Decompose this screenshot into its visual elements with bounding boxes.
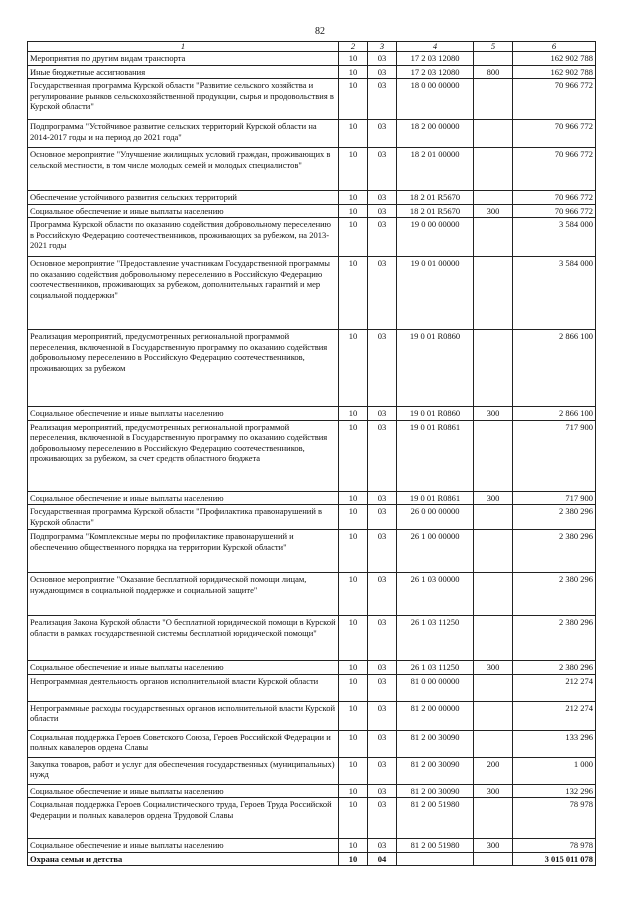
- row-expense-type: [474, 330, 513, 407]
- table-row: [28, 218, 596, 257]
- row-expense-type: 300: [474, 407, 513, 421]
- row-amount: 70 966 772: [513, 79, 596, 120]
- row-section: 10: [339, 52, 368, 66]
- row-name: Охрана семьи и детства: [28, 852, 339, 866]
- row-expense-type: 300: [474, 661, 513, 675]
- row-amount: 70 966 772: [513, 204, 596, 218]
- row-expense-type: 800: [474, 65, 513, 79]
- row-subsection: 03: [368, 148, 397, 191]
- row-target-article: 17 2 03 12080: [397, 52, 474, 66]
- row-subsection: 03: [368, 52, 397, 66]
- row-target-article: 81 0 00 00000: [397, 674, 474, 701]
- row-expense-type: [474, 52, 513, 66]
- row-subsection: 03: [368, 701, 397, 730]
- row-amount: 717 900: [513, 420, 596, 491]
- row-section: 10: [339, 757, 368, 784]
- row-amount: 2 380 296: [513, 530, 596, 573]
- row-subsection: 03: [368, 79, 397, 120]
- row-name: Подпрограмма "Комплексные меры по профилактике правонарушений и обеспечению общественного порядка на территории Курской области": [28, 530, 339, 573]
- row-subsection: 03: [368, 491, 397, 505]
- row-name: Мероприятия по другим видам транспорта: [28, 52, 339, 66]
- row-target-article: 26 0 00 00000: [397, 505, 474, 530]
- row-section: 10: [339, 530, 368, 573]
- row-amount: 717 900: [513, 491, 596, 505]
- row-subsection: 03: [368, 218, 397, 257]
- row-section: 10: [339, 491, 368, 505]
- row-amount: 70 966 772: [513, 148, 596, 191]
- row-expense-type: 300: [474, 784, 513, 798]
- row-section: 10: [339, 79, 368, 120]
- row-target-article: 19 0 01 00000: [397, 257, 474, 330]
- row-amount: 2 866 100: [513, 407, 596, 421]
- row-amount: 162 902 788: [513, 52, 596, 66]
- row-name: Основное мероприятие "Предоставление участникам Государственной программы по оказанию содействия добровольному переселению в Российскую Федерацию соотечественников, проживающих за рубежом, дополнительных гарантий и мер социальной поддержки": [28, 257, 339, 330]
- row-subsection: 03: [368, 784, 397, 798]
- row-name: Социальная поддержка Героев Социалистического труда, Героев Труда Российской Федерации и полных кавалеров ордена Трудовой Славы: [28, 798, 339, 839]
- row-subsection: 03: [368, 757, 397, 784]
- table-row: [28, 839, 596, 853]
- row-section: 10: [339, 330, 368, 407]
- row-target-article: 19 0 01 R0861: [397, 420, 474, 491]
- row-subsection: 03: [368, 839, 397, 853]
- table-header-row: [28, 42, 596, 52]
- table-row: [28, 661, 596, 675]
- row-name: Иные бюджетные ассигнования: [28, 65, 339, 79]
- row-expense-type: 200: [474, 757, 513, 784]
- table-row: [28, 79, 596, 120]
- row-name: Социальное обеспечение и иные выплаты населению: [28, 204, 339, 218]
- table-row: [28, 257, 596, 330]
- table-row: [28, 784, 596, 798]
- header-col-6: 6: [513, 42, 596, 52]
- row-target-article: 81 2 00 30090: [397, 730, 474, 757]
- row-name: Государственная программа Курской области "Развитие сельского хозяйства и регулирование рынков сельскохозяйственной продукции, сырья и продовольствия в Курской области": [28, 79, 339, 120]
- row-subsection: 04: [368, 852, 397, 866]
- row-name: Основное мероприятие "Улучшение жилищных условий граждан, проживающих в сельской местности, в том числе молодых семей и молодых специалистов": [28, 148, 339, 191]
- row-target-article: 26 1 03 00000: [397, 573, 474, 616]
- row-subsection: 03: [368, 573, 397, 616]
- row-amount: 1 000: [513, 757, 596, 784]
- row-subsection: 03: [368, 330, 397, 407]
- table-row: [28, 701, 596, 730]
- row-section: 10: [339, 65, 368, 79]
- row-target-article: 18 2 01 00000: [397, 148, 474, 191]
- row-target-article: 19 0 00 00000: [397, 218, 474, 257]
- row-amount: 212 274: [513, 701, 596, 730]
- row-target-article: [397, 852, 474, 866]
- row-amount: 3 015 011 078: [513, 852, 596, 866]
- row-target-article: 81 2 00 51980: [397, 839, 474, 853]
- row-name: Социальное обеспечение и иные выплаты населению: [28, 839, 339, 853]
- row-section: 10: [339, 730, 368, 757]
- row-subsection: 03: [368, 616, 397, 661]
- header-col-3: 3: [368, 42, 397, 52]
- row-subsection: 03: [368, 420, 397, 491]
- table-row: [28, 616, 596, 661]
- row-amount: 2 380 296: [513, 616, 596, 661]
- row-name: Социальное обеспечение и иные выплаты населению: [28, 407, 339, 421]
- row-expense-type: [474, 852, 513, 866]
- row-section: 10: [339, 798, 368, 839]
- row-name: Государственная программа Курской области "Профилактика правонарушений в Курской области": [28, 505, 339, 530]
- row-section: 10: [339, 674, 368, 701]
- row-section: 10: [339, 407, 368, 421]
- table-row: [28, 730, 596, 757]
- header-col-2: 2: [339, 42, 368, 52]
- row-section: 10: [339, 204, 368, 218]
- row-name: Подпрограмма "Устойчивое развитие сельских территорий Курской области на 2014-2017 годы и на период до 2021 года": [28, 120, 339, 148]
- row-amount: 162 902 788: [513, 65, 596, 79]
- header-col-1: 1: [28, 42, 339, 52]
- row-target-article: 19 0 01 R0861: [397, 491, 474, 505]
- table-row: [28, 757, 596, 784]
- row-name: Реализация мероприятий, предусмотренных региональной программой переселения, включенной в Государственную программу по оказанию содействия добровольному переселению в Российскую Федерацию соотечественников, проживающих за рубежом: [28, 330, 339, 407]
- row-expense-type: [474, 79, 513, 120]
- row-amount: 2 866 100: [513, 330, 596, 407]
- row-target-article: 19 0 01 R0860: [397, 407, 474, 421]
- row-amount: 132 296: [513, 784, 596, 798]
- row-name: Реализация Закона Курской области "О бесплатной юридической помощи в Курской области в рамках государственной системы бесплатной юридической помощи": [28, 616, 339, 661]
- row-subsection: 03: [368, 798, 397, 839]
- table-row: [28, 505, 596, 530]
- table-row: [28, 52, 596, 66]
- row-expense-type: [474, 730, 513, 757]
- row-amount: 2 380 296: [513, 505, 596, 530]
- row-subsection: 03: [368, 661, 397, 675]
- table-row: [28, 330, 596, 407]
- row-section: 10: [339, 573, 368, 616]
- row-expense-type: [474, 573, 513, 616]
- row-subsection: 03: [368, 191, 397, 205]
- row-name: Социальная поддержка Героев Советского Союза, Героев Российской Федерации и полных кавалеров ордена Славы: [28, 730, 339, 757]
- row-expense-type: [474, 218, 513, 257]
- row-amount: 70 966 772: [513, 120, 596, 148]
- row-name: Основное мероприятие "Оказание бесплатной юридической помощи лицам, нуждающимся в социальной поддержке и социальной защите": [28, 573, 339, 616]
- row-amount: 3 584 000: [513, 257, 596, 330]
- row-amount: 212 274: [513, 674, 596, 701]
- row-section: 10: [339, 191, 368, 205]
- row-subsection: 03: [368, 120, 397, 148]
- row-target-article: 18 0 00 00000: [397, 79, 474, 120]
- table-row: [28, 407, 596, 421]
- row-amount: 70 966 772: [513, 191, 596, 205]
- table-row: [28, 120, 596, 148]
- row-amount: 3 584 000: [513, 218, 596, 257]
- row-expense-type: 300: [474, 204, 513, 218]
- row-name: Социальное обеспечение и иные выплаты населению: [28, 491, 339, 505]
- budget-table: [27, 41, 596, 866]
- row-section: 10: [339, 661, 368, 675]
- row-expense-type: [474, 616, 513, 661]
- row-target-article: 81 2 00 30090: [397, 757, 474, 784]
- row-expense-type: [474, 148, 513, 191]
- row-amount: 78 978: [513, 798, 596, 839]
- row-section: 10: [339, 852, 368, 866]
- row-section: 10: [339, 616, 368, 661]
- table-row: [28, 674, 596, 701]
- table-row: [28, 491, 596, 505]
- header-col-5: 5: [474, 42, 513, 52]
- table-row: [28, 420, 596, 491]
- row-target-article: 81 2 00 51980: [397, 798, 474, 839]
- row-target-article: 26 1 03 11250: [397, 616, 474, 661]
- row-target-article: 19 0 01 R0860: [397, 330, 474, 407]
- row-expense-type: [474, 191, 513, 205]
- row-section: 10: [339, 120, 368, 148]
- row-target-article: 81 2 00 30090: [397, 784, 474, 798]
- row-expense-type: [474, 120, 513, 148]
- row-subsection: 03: [368, 407, 397, 421]
- table-row: [28, 191, 596, 205]
- row-name: Реализация мероприятий, предусмотренных региональной программой переселения, включенной в Государственную программу по оказанию содействия добровольному переселению в Российскую Федерацию соотечественников, проживающих за рубежом, за счет средств областного бюджета: [28, 420, 339, 491]
- row-target-article: 26 1 03 11250: [397, 661, 474, 675]
- row-expense-type: 300: [474, 839, 513, 853]
- row-section: 10: [339, 420, 368, 491]
- row-subsection: 03: [368, 530, 397, 573]
- row-amount: 2 380 296: [513, 573, 596, 616]
- row-section: 10: [339, 257, 368, 330]
- row-section: 10: [339, 148, 368, 191]
- page-number: 82: [315, 26, 325, 37]
- table-row: [28, 204, 596, 218]
- row-expense-type: [474, 798, 513, 839]
- row-subsection: 03: [368, 204, 397, 218]
- row-expense-type: [474, 674, 513, 701]
- row-target-article: 18 2 01 R5670: [397, 191, 474, 205]
- row-section: 10: [339, 701, 368, 730]
- row-expense-type: [474, 257, 513, 330]
- row-subsection: 03: [368, 505, 397, 530]
- row-name: Обеспечение устойчивого развития сельских территорий: [28, 191, 339, 205]
- row-target-article: 26 1 00 00000: [397, 530, 474, 573]
- row-target-article: 17 2 03 12080: [397, 65, 474, 79]
- table-row: [28, 852, 596, 866]
- row-target-article: 81 2 00 00000: [397, 701, 474, 730]
- row-expense-type: [474, 505, 513, 530]
- row-expense-type: [474, 420, 513, 491]
- row-amount: 133 296: [513, 730, 596, 757]
- row-section: 10: [339, 784, 368, 798]
- row-subsection: 03: [368, 674, 397, 701]
- row-section: 10: [339, 218, 368, 257]
- row-expense-type: [474, 701, 513, 730]
- row-name: Непрограммные расходы государственных органов исполнительной власти Курской области: [28, 701, 339, 730]
- table-row: [28, 148, 596, 191]
- row-subsection: 03: [368, 65, 397, 79]
- table-row: [28, 65, 596, 79]
- row-expense-type: [474, 530, 513, 573]
- row-name: Программа Курской области по оказанию содействия добровольному переселению в Российскую Федерацию соотечественников, проживающих за рубежом, на 2013-2021 годы: [28, 218, 339, 257]
- row-subsection: 03: [368, 257, 397, 330]
- row-target-article: 18 2 00 00000: [397, 120, 474, 148]
- header-col-4: 4: [397, 42, 474, 52]
- row-expense-type: 300: [474, 491, 513, 505]
- row-amount: 78 978: [513, 839, 596, 853]
- table-row: [28, 798, 596, 839]
- row-name: Непрограммная деятельность органов исполнительной власти Курской области: [28, 674, 339, 701]
- row-target-article: 18 2 01 R5670: [397, 204, 474, 218]
- row-section: 10: [339, 839, 368, 853]
- row-section: 10: [339, 505, 368, 530]
- row-name: Социальное обеспечение и иные выплаты населению: [28, 784, 339, 798]
- row-subsection: 03: [368, 730, 397, 757]
- table-row: [28, 573, 596, 616]
- row-name: Закупка товаров, работ и услуг для обеспечения государственных (муниципальных) нужд: [28, 757, 339, 784]
- table-row: [28, 530, 596, 573]
- row-name: Социальное обеспечение и иные выплаты населению: [28, 661, 339, 675]
- row-amount: 2 380 296: [513, 661, 596, 675]
